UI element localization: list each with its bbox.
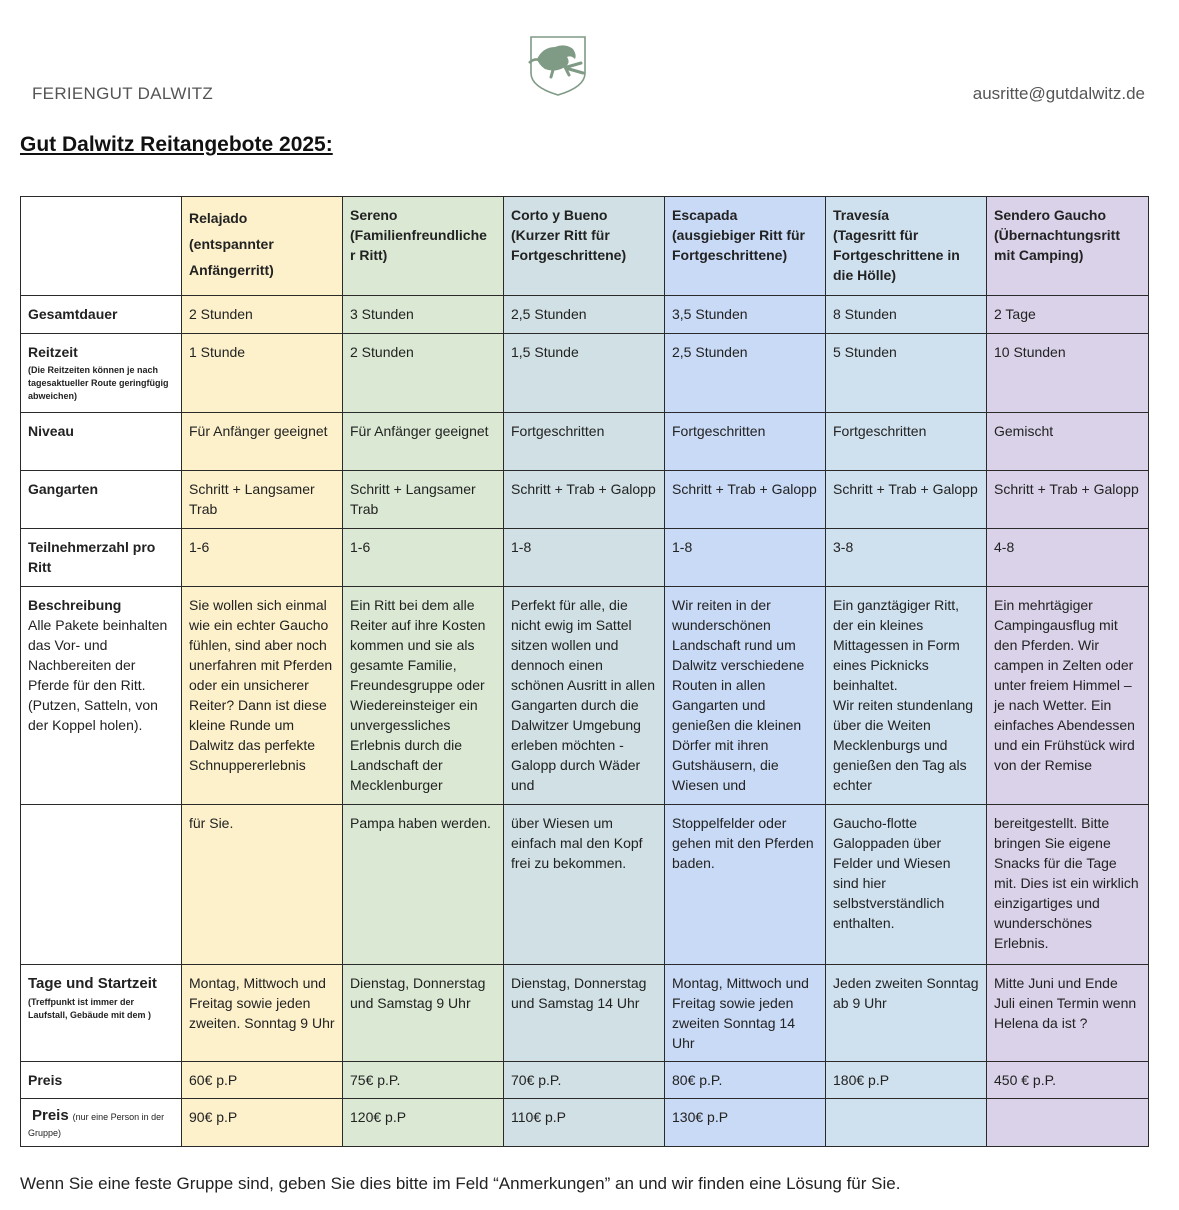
table-cell: Stoppelfelder oder gehen mit den Pferden baden.: [665, 805, 826, 965]
table-cell: 2,5 Stunden: [504, 296, 665, 334]
row-note: (Treffpunkt ist immer der Laufstall, Gebäude mit dem ): [28, 997, 152, 1020]
row-label: Gesamtdauer: [21, 296, 182, 334]
table-cell: 75€ p.P.: [343, 1062, 504, 1099]
row-label-cell: [21, 334, 182, 413]
table-cell: Wir reiten in der wunderschönen Landschaft rund um Dalwitz verschiedene Routen in allen Gangarten und genießen die kleinen Dörfer mit ihren Gutshäusern, die Wiesen und: [665, 587, 826, 805]
table-cell: 3,5 Stunden: [665, 296, 826, 334]
table-row-niveau: [21, 413, 1149, 471]
table-cell: [987, 1099, 1149, 1147]
table-cell: Perfekt für alle, die nicht ewig im Sattel sitzen wollen und dennoch einen schönen Ausritt in allen Gangarten durch die Dalwitzer Umgebung erleben möchten - Galopp durch Wäder und: [504, 587, 665, 805]
column-header-travesia: [826, 197, 987, 296]
table-cell: 8 Stunden: [826, 296, 987, 334]
table-cell: 5 Stunden: [826, 334, 987, 413]
table-row-gesamtdauer: [21, 296, 1149, 334]
table-cell: Gaucho-flotte Galoppaden über Felder und Wiesen sind hier selbstverständlich enthalten.: [826, 805, 987, 965]
column-sub: (Übernachtungsritt mit Camping): [994, 227, 1120, 263]
table-cell: über Wiesen um einfach mal den Kopf frei zu bekommen.: [504, 805, 665, 965]
row-label: Reitzeit: [28, 344, 78, 360]
column-header-sereno: [343, 197, 504, 296]
page-title: Gut Dalwitz Reitangebote 2025:: [20, 133, 333, 156]
table-cell: Montag, Mittwoch und Freitag sowie jeden zweiten. Sonntag 9 Uhr: [182, 965, 343, 1062]
table-cell: 90€ p.P: [182, 1099, 343, 1147]
table-cell: 80€ p.P.: [665, 1062, 826, 1099]
table-cell: Mitte Juni und Ende Juli einen Termin wenn Helena da ist ?: [987, 965, 1149, 1062]
table-cell: Pampa haben werden.: [343, 805, 504, 965]
column-name: Corto y Bueno: [511, 207, 608, 223]
table-cell: [826, 1099, 987, 1147]
row-label-cell: [21, 965, 182, 1062]
table-cell: 120€ p.P: [343, 1099, 504, 1147]
table-row-tage-startzeit: [21, 965, 1149, 1062]
table-row-header: [21, 197, 1149, 296]
table-cell: Sie wollen sich einmal wie ein echter Gaucho fühlen, sind aber noch unerfahren mit Pferden oder ein unsicherer Reiter? Dann ist diese kleine Runde um Dalwitz das perfekte Schnuppererlebnis: [182, 587, 343, 805]
table-cell: Ein mehrtägiger Campingausflug mit den Pferden. Wir campen in Zelten oder unter freiem Himmel – je nach Wetter. Ein einfaches Abendessen und ein Frühstück wird von der Remise: [987, 587, 1149, 805]
table-cell: 60€ p.P: [182, 1062, 343, 1099]
table-row-reitzeit: [21, 334, 1149, 413]
table-cell: 1,5 Stunde: [504, 334, 665, 413]
table-cell: Ein ganztägiger Ritt, der ein kleines Mittagessen in Form eines Picknicks beinhaltet. Wir reiten stundenlang über die Weiten Mecklenburgs und genießen den Tag als echter: [826, 587, 987, 805]
column-name: Sereno: [350, 207, 398, 223]
table-cell: Schritt + Langsamer Trab: [343, 471, 504, 529]
table-cell: 2 Stunden: [182, 296, 343, 334]
table-cell: 110€ p.P: [504, 1099, 665, 1147]
table-row-preis-single: [21, 1099, 1149, 1147]
table-cell: 1-8: [665, 529, 826, 587]
row-label: Preis: [32, 1107, 69, 1124]
table-cell: 70€ p.P.: [504, 1062, 665, 1099]
table-cell: Fortgeschritten: [504, 413, 665, 471]
table-cell: Schritt + Trab + Galopp: [504, 471, 665, 529]
column-header-escapada: [665, 197, 826, 296]
table-cell: Dienstag, Donnerstag und Samstag 9 Uhr: [343, 965, 504, 1062]
row-label-cell: [21, 587, 182, 805]
column-header-relajado: [182, 197, 343, 296]
row-label-cell: [21, 1099, 182, 1147]
table-row-preis: [21, 1062, 1149, 1099]
column-sub: (entspannter: [189, 236, 274, 252]
table-cell: Gemischt: [987, 413, 1149, 471]
table-cell: Schritt + Langsamer Trab: [182, 471, 343, 529]
row-note: (nur eine Person in der Gruppe): [28, 1112, 165, 1138]
footer-note: Wenn Sie eine feste Gruppe sind, geben Sie dies bitte im Feld “Anmerkungen” an und wir finden eine Lösung für Sie.: [20, 1174, 901, 1193]
column-sub: (Familienfreundliche r Ritt): [350, 227, 487, 263]
horse-crest-logo: [525, 33, 595, 97]
column-name: Sendero Gaucho: [994, 207, 1107, 223]
table-cell: 180€ p.P: [826, 1062, 987, 1099]
table-cell: 450 € p.P.: [987, 1062, 1149, 1099]
table-cell: Fortgeschritten: [665, 413, 826, 471]
table-row-beschreibung: [21, 587, 1149, 805]
row-label: Tage und Startzeit: [28, 975, 157, 992]
table-cell: 2,5 Stunden: [665, 334, 826, 413]
table-cell: 1-8: [504, 529, 665, 587]
table-cell: 10 Stunden: [987, 334, 1149, 413]
table-cell: 3 Stunden: [343, 296, 504, 334]
column-sub: (Kurzer Ritt für Fortgeschrittene): [511, 227, 627, 263]
column-sub: (ausgiebiger Ritt für Fortgeschrittene): [672, 227, 806, 263]
table-cell: 1-6: [182, 529, 343, 587]
column-header-sendero-gaucho: [987, 197, 1149, 296]
table-cell: für Sie.: [182, 805, 343, 965]
row-label: Teilnehmerzahl pro Ritt: [21, 529, 182, 587]
row-label: Gangarten: [21, 471, 182, 529]
table-cell: Fortgeschritten: [826, 413, 987, 471]
row-label: Beschreibung: [28, 597, 122, 613]
column-sub: Anfängerritt): [189, 262, 274, 278]
table-row-gangarten: [21, 471, 1149, 529]
table-cell: 1 Stunde: [182, 334, 343, 413]
table-cell: bereitgestellt. Bitte bringen Sie eigene Snacks für die Tage mit. Dies ist ein wirklich einzigartiges und wunderschönes Erlebnis.: [987, 805, 1149, 965]
column-name: Relajado: [189, 210, 248, 226]
table-cell: Für Anfänger geeignet: [343, 413, 504, 471]
table-cell: Montag, Mittwoch und Freitag sowie jeden zweiten Sonntag 14 Uhr: [665, 965, 826, 1062]
row-label: Niveau: [21, 413, 182, 471]
table-cell: 1-6: [343, 529, 504, 587]
row-note: (Die Reitzeiten können je nach tagesaktueller Route geringfügig abweichen): [28, 365, 169, 401]
row-label: Preis: [21, 1062, 182, 1099]
table-cell: 130€ p.P: [665, 1099, 826, 1147]
column-name: Escapada: [672, 207, 738, 223]
table-cell: Schritt + Trab + Galopp: [665, 471, 826, 529]
company-name: FERIENGUT DALWITZ: [32, 84, 214, 103]
offers-table: [20, 196, 1149, 1147]
table-cell: 2 Stunden: [343, 334, 504, 413]
table-cell: Schritt + Trab + Galopp: [826, 471, 987, 529]
table-row-beschreibung-continued: [21, 805, 1149, 965]
table-cell: Ein Ritt bei dem alle Reiter auf ihre Kosten kommen und sie als gesamte Familie, Freundesgruppe oder Wiedereinsteiger ein unvergessliches Erlebnis durch die Landschaft der Mecklenburger: [343, 587, 504, 805]
row-sublabel: Alle Pakete beinhalten das Vor- und Nachbereiten der Pferde für den Ritt. (Putzen, Satteln, von der Koppel holen).: [28, 617, 168, 733]
empty-corner-cell: [21, 197, 182, 296]
table-cell: Dienstag, Donnerstag und Samstag 14 Uhr: [504, 965, 665, 1062]
table-row-teilnehmerzahl: [21, 529, 1149, 587]
table-cell: Jeden zweiten Sonntag ab 9 Uhr: [826, 965, 987, 1062]
empty-label-cell: [21, 805, 182, 965]
table-cell: Schritt + Trab + Galopp: [987, 471, 1149, 529]
column-header-corto-y-bueno: [504, 197, 665, 296]
column-name: Travesía: [833, 207, 890, 223]
table-cell: 3-8: [826, 529, 987, 587]
table-cell: 4-8: [987, 529, 1149, 587]
column-sub: (Tagesritt für Fortgeschrittene in die Hölle): [833, 227, 960, 283]
contact-email: ausritte@gutdalwitz.de: [972, 84, 1145, 103]
table-cell: 2 Tage: [987, 296, 1149, 334]
table-cell: Für Anfänger geeignet: [182, 413, 343, 471]
